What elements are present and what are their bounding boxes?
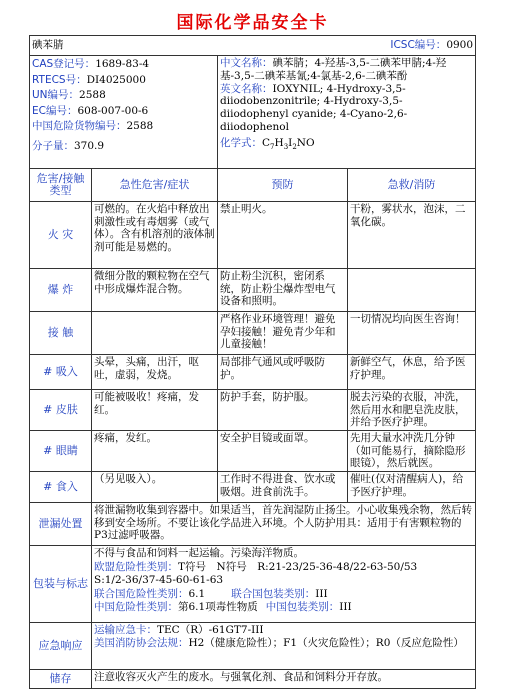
- storage-row: [30, 670, 476, 689]
- hazard-type: # 眼睛: [30, 431, 92, 472]
- hazard-prevention: 严格作业环境管理！避免孕妇接触！避免青少年和儿童接触！: [218, 312, 348, 355]
- hazard-type: # 皮肤: [30, 390, 92, 431]
- card-title: 国际化学品安全卡: [176, 13, 329, 33]
- hazard-firstaid: 干粉，雾状水，泡沫，二氧化碳。: [348, 202, 476, 269]
- hazard-firstaid: 先用大量水冲洗几分钟（如可能易行，摘除隐形眼镜），然后就医。: [348, 431, 476, 472]
- mw-value: 370.9: [74, 139, 105, 152]
- un-line: [32, 88, 215, 104]
- rtecs-value: DI4025000: [86, 73, 146, 86]
- hazard-type: # 食入: [30, 472, 92, 503]
- cas-label: CAS登记号：: [32, 58, 96, 70]
- nfpa-value: H2（健康危险性）；F1（火灾危险性）；R0（反应危险性）: [188, 637, 464, 649]
- hazard-row-ingestion: [30, 472, 476, 503]
- storage-label: 储存: [30, 670, 92, 689]
- hazard-symptoms: 可燃的。在火焰中释放出刺激性或有毒烟雾（或气体）。含有机溶剂的液体制剂可能是易燃的。: [92, 202, 218, 269]
- hazard-type: 爆 炸: [30, 269, 92, 312]
- identifiers-cell: [30, 56, 218, 169]
- safety-card-table: [29, 35, 476, 689]
- en-name-line-3: diiodophenyl cyanide; 4-Cyano-2,6-: [220, 108, 408, 121]
- hazard-type: # 吸入: [30, 355, 92, 390]
- header-row: [30, 36, 476, 56]
- cas-value: 1689-83-4: [95, 58, 150, 70]
- hazard-symptoms: [92, 312, 218, 355]
- hazard-symptoms: （另见吸入）。: [92, 472, 218, 503]
- hazard-row-inhalation: [30, 355, 476, 390]
- spill-label: 泄漏处置: [30, 503, 92, 546]
- hazard-firstaid: 一切情况均向医生咨询！: [348, 312, 476, 355]
- en-name-label: 英文名称：: [220, 82, 273, 95]
- cn-dg-label: 中国危险货物编号：: [32, 120, 127, 132]
- emergency-label: 应急响应: [30, 623, 92, 670]
- hazard-firstaid: 新鲜空气，休息，给予医疗护理。: [348, 355, 476, 390]
- transport-card-label: 运输应急卡：: [94, 624, 157, 636]
- un-class-value: 6.1: [188, 587, 206, 600]
- ec-line: [32, 104, 215, 120]
- cn-pack-value: III: [339, 601, 352, 613]
- spill-row: [30, 503, 476, 546]
- formula-line: [220, 137, 473, 154]
- eu-class-line: [94, 561, 473, 575]
- identification-row: [30, 56, 476, 169]
- un-label: UN编号：: [32, 89, 80, 101]
- cn-name-line-1: [220, 57, 473, 70]
- hazard-symptoms: 可能被吸收！疼痛，发红。: [92, 390, 218, 431]
- hazard-row-skin: [30, 390, 476, 431]
- cas-line: [32, 57, 215, 73]
- packaging-row: [30, 546, 476, 623]
- hazard-type: 火 灾: [30, 202, 92, 269]
- chemical-name: 碘苯腈: [32, 39, 64, 52]
- formula-value: $C_7H_3I_2NO$: [262, 136, 315, 151]
- hazard-symptoms: 头晕，头痛，出汗，呕吐，虚弱，发烧。: [92, 355, 218, 390]
- hazard-prevention: 禁止明火。: [218, 202, 348, 269]
- en-name-line-1: [220, 83, 473, 96]
- cn-class-line: [94, 601, 473, 615]
- packaging-label: 包装与标志: [30, 546, 92, 623]
- hazard-prevention: 防护手套，防护服。: [218, 390, 348, 431]
- col-prevention: 预防: [218, 169, 348, 202]
- un-value: 2588: [79, 89, 106, 101]
- hazard-row-fire: [30, 202, 476, 269]
- hazard-symptoms: 疼痛，发红。: [92, 431, 218, 472]
- hazard-row-explosion: [30, 269, 476, 312]
- storage-text: 注意收容灭火产生的废水。与强氧化剂、食品和饲料分开存放。: [92, 670, 476, 689]
- nfpa-line: [94, 637, 473, 650]
- cn-pack-label: 中国包装类别：: [265, 601, 340, 613]
- mw-line: [32, 139, 215, 155]
- hazard-firstaid: 催吐(仅对清醒病人)，给予医疗护理。: [348, 472, 476, 503]
- cn-class-value: 第6.1项毒性物质: [178, 601, 258, 613]
- hazard-row-exposure: [30, 312, 476, 355]
- en-name-line-2: diiodobenzonitrile; 4-Hydroxy-3,5-: [220, 95, 403, 108]
- spill-text: 将泄漏物收集到容器中。如果适当，首先润湿防止扬尘。小心收集残余物，然后转移到安全场所。不要让该化学品进入环境。个人防护用具：适用于有害颗粒物的P3过滤呼吸器。: [92, 503, 476, 546]
- cn-name-label: 中文名称：: [220, 57, 273, 69]
- packaging-cell: [92, 546, 476, 623]
- ec-label: EC编号：: [32, 104, 78, 117]
- mw-label: 分子量：: [32, 139, 74, 152]
- en-name-line-4: diiodophenol: [220, 120, 289, 133]
- cn-dangerous-goods-line: [32, 119, 215, 135]
- icsc-label: ICSC编号：: [390, 39, 447, 52]
- formula-label: 化学式：: [220, 136, 262, 149]
- names-cell: [218, 56, 476, 169]
- col-symptoms: 急性危害/症状: [92, 169, 218, 202]
- nfpa-label: 美国消防协会法规：: [94, 637, 189, 649]
- packaging-line-3: S:1/2-36/37-45-60-61-63: [94, 574, 224, 586]
- ec-value: 608-007-00-6: [77, 104, 149, 117]
- transport-card-line: [94, 624, 473, 637]
- hazard-row-eyes: [30, 431, 476, 472]
- transport-card-value: TEC（R）-61GT7-III: [157, 624, 264, 636]
- emergency-cell: [92, 623, 476, 670]
- un-class-line: [94, 588, 473, 602]
- cn-dg-value: 2588: [126, 120, 154, 132]
- cn-class-label: 中国危险性类别：: [94, 601, 178, 613]
- cn-name-text: 碘苯腈；4-羟基-3,5-二碘苯甲腈;4-羟: [272, 57, 447, 69]
- un-class-label: 联合国危险性类别：: [94, 587, 189, 600]
- hazard-type: 接 触: [30, 312, 92, 355]
- eu-class-label: 欧盟危险性类别：: [94, 560, 178, 573]
- rtecs-line: [32, 73, 215, 89]
- icsc-value: 0900: [446, 39, 474, 52]
- col-type: 危害/接触类型: [30, 169, 92, 202]
- un-pack-value: III: [315, 587, 328, 600]
- rtecs-label: RTECS号：: [32, 73, 87, 86]
- columns-header-row: [30, 169, 476, 202]
- hazard-firstaid: 脱去污染的衣服，冲洗，然后用水和肥皂洗皮肤，并给予医疗护理。: [348, 390, 476, 431]
- hazard-symptoms: 微细分散的颗粒物在空气中形成爆炸混合物。: [92, 269, 218, 312]
- hazard-firstaid: [348, 269, 476, 312]
- packaging-line-1: 不得与食品和饲料一起运输。污染海洋物质。: [94, 547, 304, 559]
- un-pack-label: 联合国包装类别：: [231, 587, 316, 600]
- hazard-prevention: 安全护目镜或面罩。: [218, 431, 348, 472]
- hazard-prevention: 防止粉尘沉积，密闭系统，防止粉尘爆炸型电气设备和照明。: [218, 269, 348, 312]
- hazard-prevention: 工作时不得进食、饮水或吸烟。进食前洗手。: [218, 472, 348, 503]
- eu-class-value: T符号 N符号 R:21-23/25-36-48/22-63-50/53: [178, 560, 418, 573]
- en-name-text: IOXYNIL; 4-Hydroxy-3,5-: [272, 82, 406, 95]
- col-firstaid: 急救/消防: [348, 169, 476, 202]
- cn-name-line-2: 基-3,5-二碘苯基氰;4-氯基-2,6-二碘苯酚: [220, 69, 408, 82]
- emergency-row: [30, 623, 476, 670]
- hazard-prevention: 局部排气通风或呼吸防护。: [218, 355, 348, 390]
